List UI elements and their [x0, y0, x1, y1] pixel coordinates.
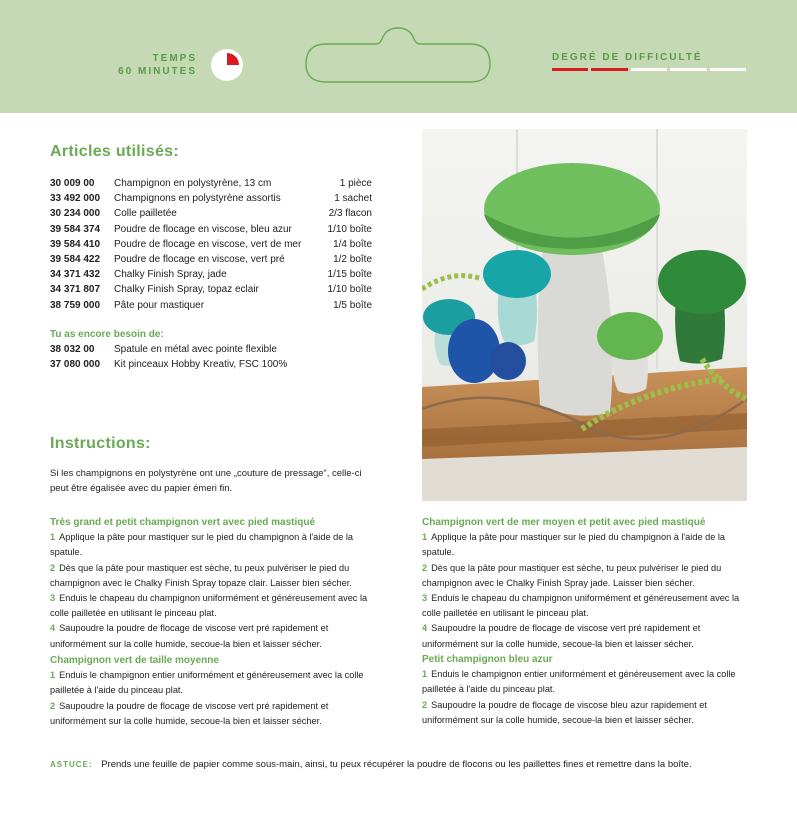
article-qty: 1 sachet: [334, 193, 372, 205]
article-qty: 2/3 flacon: [328, 208, 372, 220]
step: [50, 699, 385, 729]
step-number: 2: [50, 562, 56, 573]
article-qty: 1 pièce: [339, 178, 372, 189]
article-code: 39 584 374: [50, 223, 101, 235]
article-name: Champignons en polystyrène assortis: [114, 193, 281, 205]
article-qty: 1/2 boîte: [333, 254, 372, 266]
step-number: 1: [50, 532, 56, 543]
article-code: 30 009 00: [50, 178, 95, 189]
difficulty-bar: [670, 68, 706, 71]
article-name: Colle pailletée: [114, 208, 177, 220]
step: [422, 698, 757, 728]
step-number: 2: [422, 562, 428, 573]
step: [50, 668, 385, 698]
extra-name: Kit pinceaux Hobby Kreativ, FSC 100%: [114, 359, 288, 371]
step: [50, 591, 385, 621]
step-text: Enduis le champignon entier uniformément et généreusement avec la colle pailletée à l'aide du pinceau plat.: [422, 669, 736, 695]
header-tab-frame: [304, 26, 492, 84]
difficulty-bar: [710, 68, 746, 71]
article-code: 34 371 807: [50, 284, 101, 296]
extra-table: [50, 342, 372, 372]
header-band: [0, 0, 797, 113]
article-name: Chalky Finish Spray, topaz eclair: [114, 284, 259, 296]
article-row: [50, 206, 372, 221]
step-number: 1: [50, 670, 56, 681]
step-number: 2: [50, 700, 56, 711]
step-text: Dès que la pâte pour mastiquer est sèche, tu peux pulvériser le pied du champignon avec le Chalky Finish Spray jade. Laisser bien sécher.: [422, 562, 722, 588]
instructions-intro: Si les champignons en polystyrène ont une „couture de pressage“, celle-ci peut être égalisée avec du papier émeri fin.: [50, 468, 362, 494]
article-row: [50, 267, 372, 282]
section-2: [50, 653, 385, 729]
step: [422, 591, 757, 621]
tip-label: ASTUCE:: [50, 760, 93, 769]
step-number: 2: [422, 699, 428, 710]
step: [422, 621, 757, 651]
step-text: Saupoudre la poudre de flocage de viscose vert pré rapidement et uniformément sur la colle humide, secoue-la bien et laisser sécher.: [50, 700, 329, 726]
step-number: 1: [422, 669, 428, 680]
article-name: Poudre de flocage en viscose, vert de mer: [114, 238, 302, 250]
instructions-title: Instructions:: [50, 435, 151, 452]
article-row: [50, 176, 372, 191]
difficulty-bar: [631, 68, 667, 71]
step-number: 1: [422, 532, 428, 543]
difficulty-meter: [552, 68, 746, 71]
section-title: Champignon vert de taille moyenne: [50, 655, 219, 666]
extra-code: 37 080 000: [50, 359, 101, 371]
step: [422, 561, 757, 591]
step: [422, 530, 757, 560]
article-row: [50, 222, 372, 237]
section-title: Champignon vert de mer moyen et petit avec pied mastiqué: [422, 517, 706, 528]
article-name: Champignon en polystyrène, 13 cm: [114, 178, 272, 189]
article-code: 30 234 000: [50, 208, 101, 220]
article-row: [50, 282, 372, 297]
article-row: [50, 237, 372, 252]
step-text: Enduis le chapeau du champignon uniformément et généreusement avec la colle pailletée en utilisant le pinceau plat.: [50, 593, 368, 619]
article-row: [50, 252, 372, 267]
articles-table: [50, 176, 372, 313]
step-number: 3: [422, 593, 428, 604]
section-1: [50, 515, 385, 652]
article-code: 39 584 410: [50, 238, 101, 250]
time-value: 60 MINUTES: [118, 66, 197, 77]
step-text: Saupoudre la poudre de flocage de viscose vert pré rapidement et uniformément sur la colle humide, secoue-la bien et laisser sécher.: [422, 623, 701, 649]
article-row: [50, 191, 372, 206]
extra-row: [50, 357, 372, 372]
section-4: [422, 652, 757, 728]
time-label: TEMPS: [152, 53, 197, 64]
step: [50, 621, 385, 651]
section-title: Petit champignon bleu azur: [422, 654, 553, 665]
section-3: [422, 515, 757, 652]
extra-row: [50, 342, 372, 357]
article-qty: 1/15 boîte: [327, 269, 372, 281]
article-qty: 1/5 boîte: [333, 299, 372, 311]
step-number: 4: [50, 623, 56, 634]
difficulty-bar: [591, 68, 627, 71]
extra-code: 38 032 00: [50, 344, 95, 355]
step-text: Applique la pâte pour mastiquer sur le pied du champignon à l'aide de la spatule.: [422, 532, 726, 558]
mushroom-photo: [422, 129, 747, 501]
step-text: Applique la pâte pour mastiquer sur le pied du champignon à l'aide de la spatule.: [50, 532, 354, 558]
step: [50, 561, 385, 591]
article-code: 38 759 000: [50, 299, 101, 311]
extra-name: Spatule en métal avec pointe flexible: [114, 344, 277, 355]
article-name: Poudre de flocage en viscose, bleu azur: [114, 223, 292, 235]
step: [50, 530, 385, 560]
step-text: Saupoudre la poudre de flocage de viscose bleu azur rapidement et uniformément sur la colle humide, secoue-la bien et laisser sécher.: [422, 699, 707, 725]
step-text: Dès que la pâte pour mastiquer est sèche, tu peux pulvériser le pied du champignon avec le Chalky Finish Spray topaze clair. Laisser bien sécher.: [50, 562, 352, 588]
step: [422, 667, 757, 697]
article-code: 39 584 422: [50, 254, 101, 266]
step-text: Enduis le chapeau du champignon uniformément et généreusement avec la colle pailletée en utilisant le pinceau plat.: [422, 593, 740, 619]
articles-title: Articles utilisés:: [50, 143, 180, 160]
article-row: [50, 298, 372, 313]
step-number: 4: [422, 623, 428, 634]
article-name: Pâte pour mastiquer: [114, 299, 205, 311]
extra-title: Tu as encore besoin de:: [50, 329, 164, 340]
difficulty-bar: [552, 68, 588, 71]
clock-icon: [211, 49, 243, 81]
step-number: 3: [50, 593, 56, 604]
step-text: Saupoudre la poudre de flocage de viscose vert pré rapidement et uniformément sur la colle humide, secoue-la bien et laisser sécher.: [50, 623, 329, 649]
article-code: 34 371 432: [50, 269, 101, 281]
section-title: Très grand et petit champignon vert avec pied mastiqué: [50, 517, 316, 528]
article-qty: 1/10 boîte: [327, 223, 372, 235]
tip: [50, 759, 692, 770]
tip-text: Prends une feuille de papier comme sous-main, ainsi, tu peux récupérer la poudre de flocons ou les paillettes fines et remettre dans la boîte.: [101, 759, 692, 770]
article-name: Chalky Finish Spray, jade: [114, 269, 227, 281]
step-text: Enduis le champignon entier uniformément et généreusement avec la colle pailletée à l'aide du pinceau plat.: [50, 670, 364, 696]
article-code: 33 492 000: [50, 193, 101, 205]
article-name: Poudre de flocage en viscose, vert pré: [114, 254, 285, 266]
difficulty-label: DEGRÉ DE DIFFICULTÉ: [552, 52, 703, 63]
article-qty: 1/10 boîte: [327, 284, 372, 296]
article-qty: 1/4 boîte: [333, 238, 372, 250]
time-indicator: [118, 52, 197, 78]
